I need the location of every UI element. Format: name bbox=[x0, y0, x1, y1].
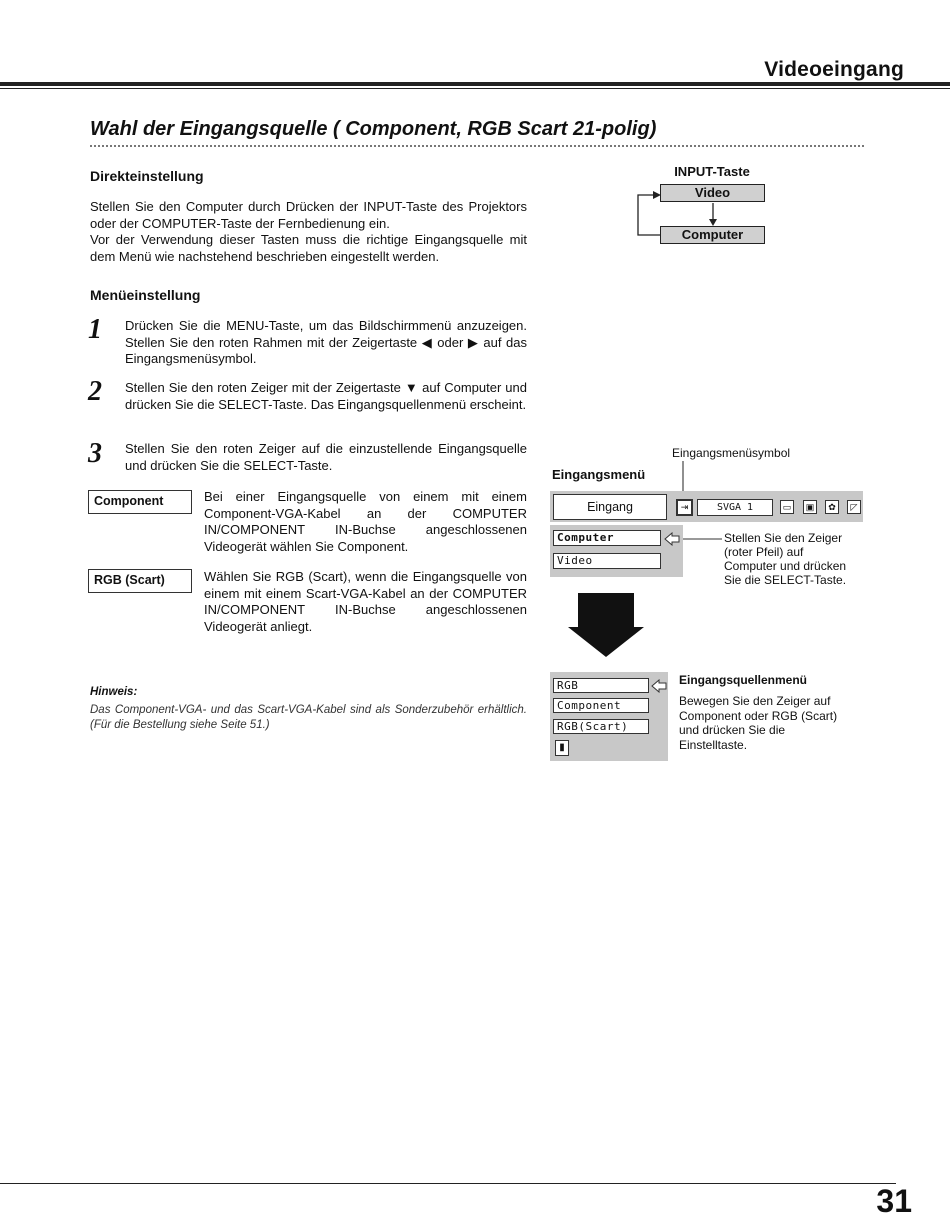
menu-tab-eingang[interactable]: Eingang bbox=[553, 494, 667, 520]
source-item-rgb-scart[interactable]: RGB(Scart) bbox=[553, 719, 649, 734]
main-heading: Wahl der Eingangsquelle ( Component, RGB Scart 21-polig) bbox=[90, 118, 657, 140]
pc-adjust-icon[interactable]: ▭ bbox=[780, 500, 794, 514]
direct-heading: Direkteinstellung bbox=[90, 168, 204, 184]
input-menu-icon[interactable]: ⇥ bbox=[676, 499, 693, 516]
pointer-arrow-icon bbox=[664, 532, 724, 546]
menu-symbol-label: Eingangsmenüsymbol bbox=[672, 446, 791, 460]
rgb-scart-text: Wählen Sie RGB (Scart), wenn die Eingangsquelle von einem mit einem Scart-VGA-Kabel an der COMPUTER IN/COMPONENT IN-Buchse angeschlossenen Videogerät anliegt. bbox=[204, 569, 527, 634]
component-text: Bei einer Eingangsquelle von einem mit einem Component-VGA-Kabel an der COMPUTER IN/COMPONENT IN-Buchse angeschlossenen Videogerät wählen Sie Component. bbox=[204, 489, 527, 554]
screen-icon[interactable]: ▣ bbox=[803, 500, 817, 514]
resolution-display: SVGA 1 bbox=[697, 499, 773, 516]
header-rule-thin bbox=[0, 88, 950, 89]
header-rule bbox=[0, 82, 950, 86]
setting-icon[interactable]: ◸ bbox=[847, 500, 861, 514]
source-menu-title: Eingangsquellenmenü bbox=[679, 673, 808, 687]
big-down-arrow-icon bbox=[566, 593, 646, 659]
note-title: Hinweis: bbox=[90, 686, 138, 698]
step-3-text: Stellen Sie den roten Zeiger auf die einzustellende Eingangsquelle und drücken Sie die SELECT-Taste. bbox=[125, 441, 527, 473]
menu-setting-heading: Menüeinstellung bbox=[90, 287, 201, 303]
symbol-callout-line bbox=[680, 461, 686, 495]
input-item-video[interactable]: Video bbox=[553, 553, 661, 569]
input-cycle-arrows bbox=[630, 184, 770, 244]
source-pointer-arrow-icon bbox=[651, 679, 667, 693]
dotted-divider bbox=[90, 145, 864, 147]
input-menu-title: Eingangsmenü bbox=[552, 467, 646, 482]
page-number: 31 bbox=[876, 1183, 912, 1219]
pointer-caption: Stellen Sie den Zeiger (roter Pfeil) auf Computer und drücken Sie die SELECT-Taste. bbox=[724, 531, 847, 587]
rgb-scart-label-box: RGB (Scart) bbox=[88, 569, 192, 593]
source-menu-caption: Bewegen Sie den Zeiger auf Component oder RGB (Scart) und drücken Sie die Einstelltaste. bbox=[679, 694, 838, 752]
step-1-text: Drücken Sie die MENU-Taste, um das Bildschirmmenü anzuzeigen. Stellen Sie den roten Rahmen mit der Zeigertaste ◀ oder ▶ auf das Eingangsmenüsymbol. bbox=[125, 318, 527, 366]
step-2-number: 2 bbox=[88, 376, 102, 407]
direct-para-1: Stellen Sie den Computer durch Drücken der INPUT-Taste des Projektors oder der COMPUTER-Taste der Fernbedienung ein. bbox=[90, 199, 527, 231]
step-3-number: 3 bbox=[88, 438, 102, 469]
step-1-number: 1 bbox=[88, 314, 102, 345]
note-text: Das Component-VGA- und das Scart-VGA-Kabel sind als Sonderzubehör erhältlich. (Für die Bestellung siehe Seite 51.) bbox=[90, 704, 527, 731]
exit-door-icon[interactable]: ▮ bbox=[555, 740, 569, 756]
direct-text bbox=[90, 199, 527, 265]
input-diagram-title: INPUT-Taste bbox=[674, 164, 750, 179]
input-box-video: Video bbox=[660, 184, 765, 202]
input-item-computer[interactable]: Computer bbox=[553, 530, 661, 546]
direct-para-2: Vor der Verwendung dieser Tasten muss die richtige Eingangsquelle mit dem Menü wie nachstehend beschrieben eingestellt werden. bbox=[90, 232, 527, 264]
component-label-box: Component bbox=[88, 490, 192, 514]
source-item-rgb[interactable]: RGB bbox=[553, 678, 649, 693]
step-2-text: Stellen Sie den roten Zeiger mit der Zeigertaste ▼ auf Computer und drücken Sie die SELECT-Taste. Das Eingangsquellenmenü erscheint. bbox=[125, 380, 527, 412]
section-title: Videoeingang bbox=[764, 58, 904, 81]
image-adjust-icon[interactable]: ✿ bbox=[825, 500, 839, 514]
source-item-component[interactable]: Component bbox=[553, 698, 649, 713]
input-box-computer: Computer bbox=[660, 226, 765, 244]
footer-rule bbox=[0, 1183, 896, 1184]
